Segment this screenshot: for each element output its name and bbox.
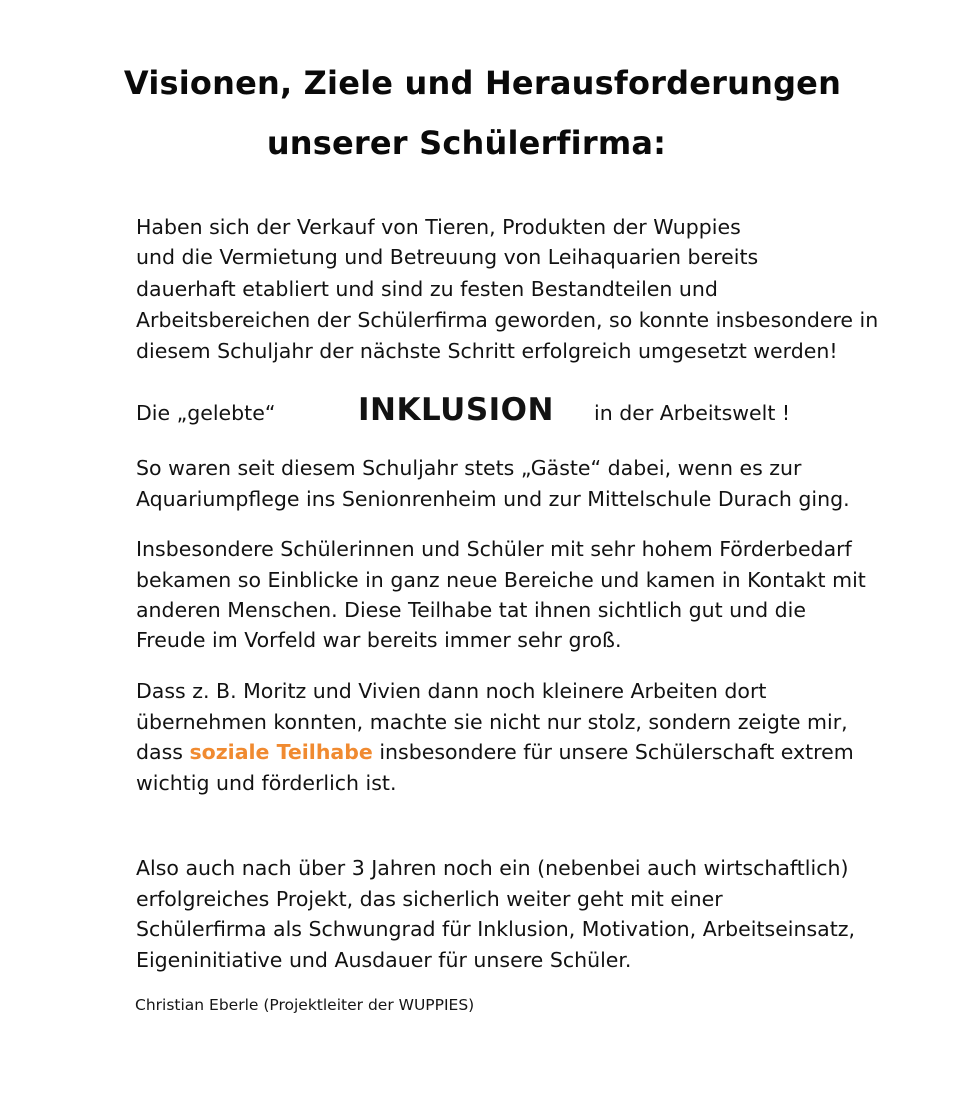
inklusion-keyword: INKLUSION	[358, 392, 554, 428]
soziale-teilhabe-highlight: soziale Teilhabe	[189, 740, 373, 764]
intro-line: diesem Schuljahr der nächste Schritt erfolgreich umgesetzt werden!	[136, 339, 838, 363]
moritz-line: wichtig und förderlich ist.	[136, 771, 397, 795]
moritz-line: übernehmen konnten, machte sie nicht nur stolz, sondern zeigte mir,	[136, 710, 848, 734]
students-line: Insbesondere Schülerinnen und Schüler mit sehr hohem Förderbedarf	[136, 537, 852, 561]
intro-line: dauerhaft etabliert und sind zu festen Bestandteilen und	[136, 277, 718, 301]
guests-line: So waren seit diesem Schuljahr stets „Gäste“ dabei, wenn es zur	[136, 456, 802, 480]
students-line: bekamen so Einblicke in ganz neue Bereiche und kamen in Kontakt mit	[136, 568, 866, 592]
moritz-line: Dass z. B. Moritz und Vivien dann noch kleinere Arbeiten dort	[136, 679, 767, 703]
students-line: Freude im Vorfeld war bereits immer sehr groß.	[136, 628, 622, 652]
conclusion-line: erfolgreiches Projekt, das sicherlich weiter geht mit einer	[136, 887, 723, 911]
conclusion-line: Schülerfirma als Schwungrad für Inklusion, Motivation, Arbeitseinsatz,	[136, 917, 856, 941]
moritz-line3-post: insbesondere für unsere Schülerschaft extrem	[372, 740, 854, 764]
intro-line: Arbeitsbereichen der Schülerfirma geworden, so konnte insbesondere in	[136, 308, 879, 332]
signature: Christian Eberle (Projektleiter der WUPPIES)	[135, 996, 475, 1014]
moritz-line-highlight	[136, 737, 854, 767]
moritz-line3-pre: dass	[136, 740, 190, 764]
students-line: anderen Menschen. Diese Teilhabe tat ihnen sichtlich gut und die	[136, 598, 806, 622]
inklusion-statement	[136, 392, 856, 432]
conclusion-line: Eigeninitiative und Ausdauer für unsere Schüler.	[136, 948, 632, 972]
conclusion-line: Also auch nach über 3 Jahren noch ein (nebenbei auch wirtschaftlich)	[136, 856, 849, 880]
intro-line: und die Vermietung und Betreuung von Leihaquarien bereits	[136, 245, 759, 269]
page-title-line-1: Visionen, Ziele und Herausforderungen	[123, 64, 842, 102]
intro-line: Haben sich der Verkauf von Tieren, Produkten der Wuppies	[136, 215, 741, 239]
inklusion-post-text: in der Arbeitswelt !	[594, 401, 791, 425]
guests-line: Aquariumpflege ins Senionrenheim und zur Mittelschule Durach ging.	[136, 487, 850, 511]
inklusion-pre-text: Die „gelebte“	[136, 401, 276, 425]
page-title-line-2: unserer Schülerfirma:	[266, 124, 667, 162]
